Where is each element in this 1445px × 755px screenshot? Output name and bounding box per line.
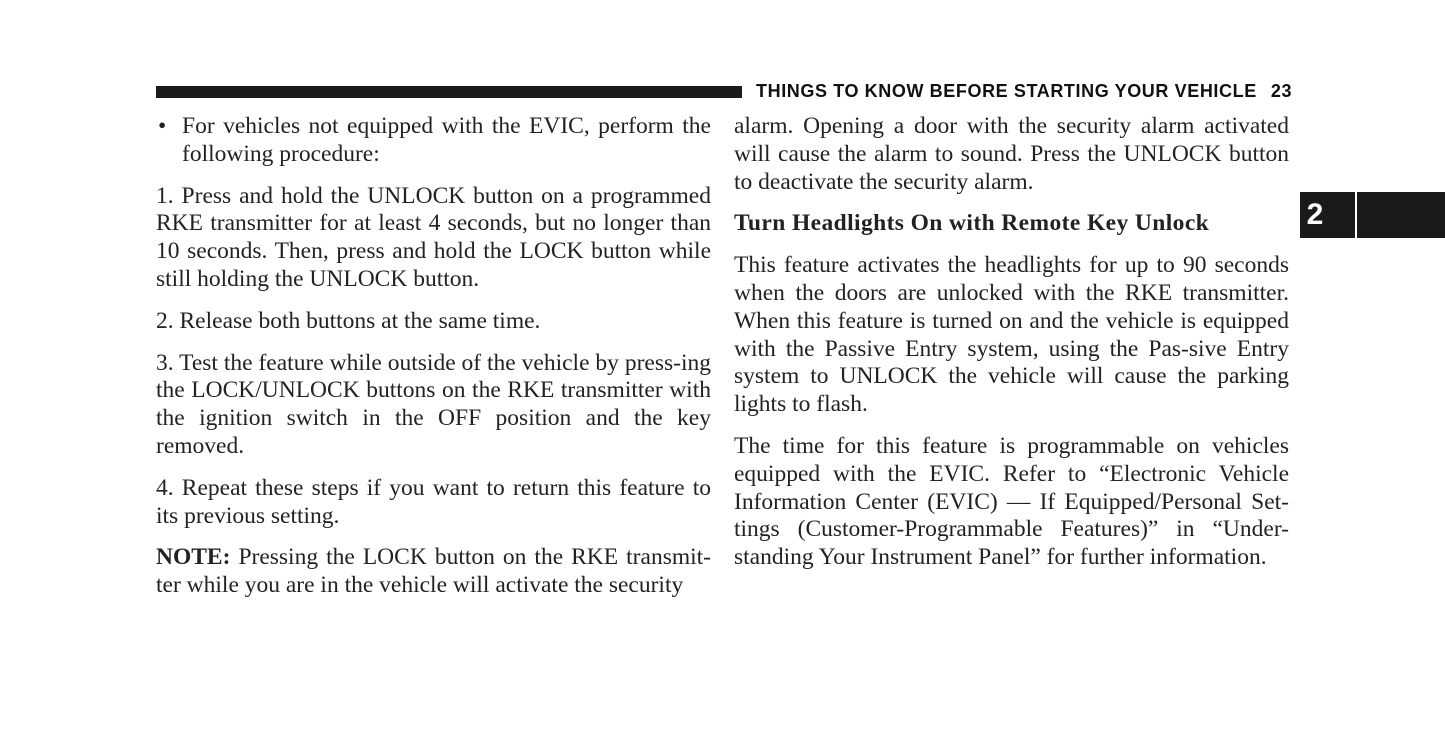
step-4: 4. Repeat these steps if you want to return this feature to its previous setting. (156, 474, 711, 529)
chapter-tab-number: 2 (1306, 198, 1324, 231)
headlights-paragraph: This feature activates the headlights for up to 90 seconds when the doors are unlocked with the RKE transmitter. When this feature is turned on and the vehicle is equipped with the Passive Entry system, using the Pas-sive Entry system to UNLOCK the vehicle will cause the parking lights to flash. (734, 252, 1289, 418)
page-number: 23 (1270, 81, 1293, 101)
step-3: 3. Test the feature while outside of the vehicle by press-ing the LOCK/UNLOCK buttons on the RKE transmitter with the ignition switch in the OFF position and the key removed. (156, 349, 711, 459)
section-title: THINGS TO KNOW BEFORE STARTING YOUR VEHICLE (756, 81, 1257, 101)
evic-paragraph: The time for this feature is programmable on vehicles equipped with the EVIC. Refer to “Electronic Vehicle Information Center (EVIC) — If Equipped/Personal Set-tings (Customer-Programmable Features)” in “Under-standing Your Instrument Panel” for further information. (734, 432, 1289, 571)
chapter-tab-divider (1355, 192, 1357, 238)
note-label: NOTE: (156, 544, 231, 571)
bullet-text: For vehicles not equipped with the EVIC, perform the following procedure: (182, 113, 711, 167)
left-column (156, 113, 711, 614)
note-text: Pressing the LOCK button on the RKE transmit-ter while you are in the vehicle will activate the security (156, 544, 711, 599)
step-2: 2. Release both buttons at the same time. (156, 307, 541, 334)
right-column (734, 113, 1289, 586)
running-head (756, 81, 1293, 102)
alarm-continuation: alarm. Opening a door with the security alarm activated will cause the alarm to sound. Press the UNLOCK button to deactivate the security alarm. (734, 113, 1289, 195)
step-1: 1. Press and hold the UNLOCK button on a programmed RKE transmitter for at least 4 seconds, but no longer than 10 seconds. Then, press and hold the LOCK button while still holding the UNLOCK button. (156, 182, 711, 292)
bullet-item (156, 113, 711, 169)
section-heading: Turn Headlights On with Remote Key Unlock (734, 210, 1210, 237)
header-rule (156, 86, 742, 98)
note (156, 544, 711, 600)
bullet-dot: • (158, 113, 167, 139)
